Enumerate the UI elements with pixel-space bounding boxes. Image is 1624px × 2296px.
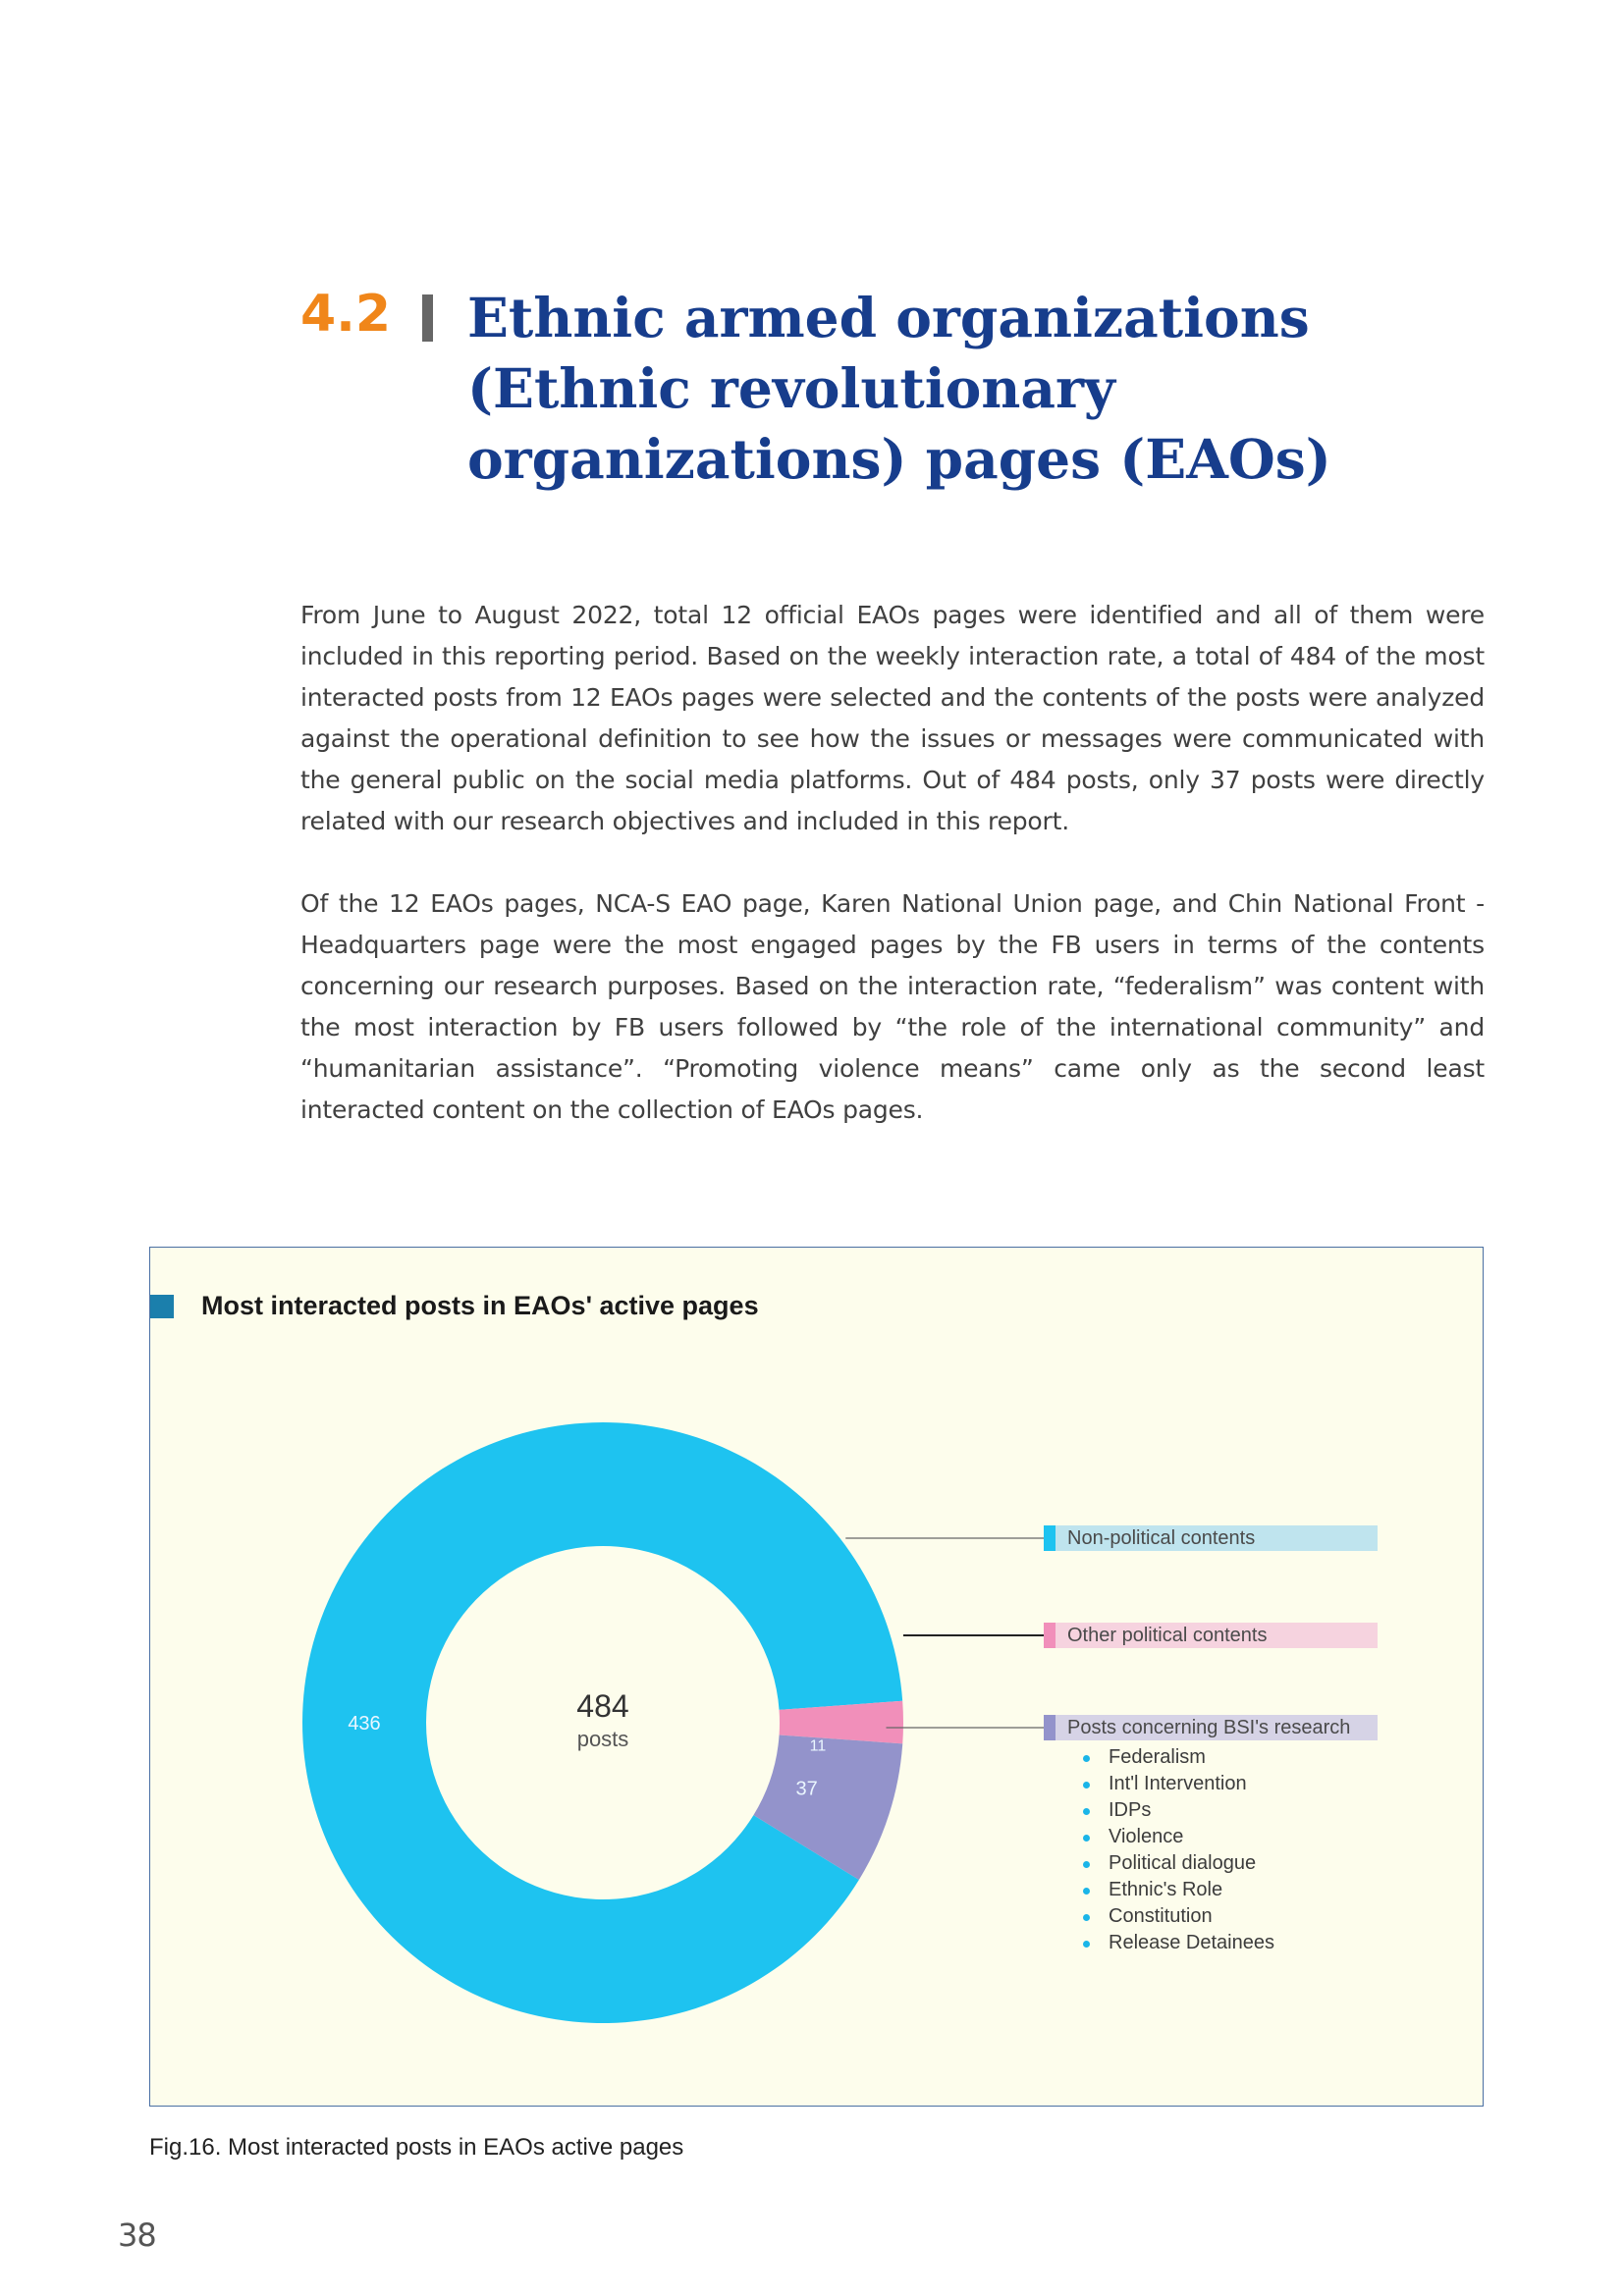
body-paragraph-2: Of the 12 EAOs pages, NCA-S EAO page, Karen National Union page, and Chin National Front - Headquarters page were the most engaged pages by the FB users in terms of the contents concerning our research purposes. Based on the interaction rate, “federalism” was content with the most interaction by FB users followed by “the role of the international community” and “humanitarian assistance”. “Promoting violence means” came only as the second least interacted content on the collection of EAOs pages. <box>300 889 1485 1124</box>
research-topic-item <box>1083 1903 1274 1930</box>
bullet-icon <box>1083 1941 1090 1948</box>
page-number: 38 <box>118 2216 156 2254</box>
body-paragraph-1: From June to August 2022, total 12 official EAOs pages were identified and all of them were included in this reporting period. Based on the weekly interaction rate, a total of 484 of the most interacted posts from 12 EAOs pages were selected and the contents of the posts were analyzed against the operational definition to see how the issues or messages were communicated with the general public on the social media platforms. Out of 484 posts, only 37 posts were directly related with our research objectives and included in this report. <box>300 601 1485 835</box>
research-topic-item <box>1083 1850 1274 1877</box>
research-topic-label: Release Detainees <box>1109 1932 1274 1953</box>
legend-item-bsi-research <box>1044 1715 1378 1740</box>
donut-chart <box>150 1248 1483 2106</box>
section-title: Ethnic armed organizations (Ethnic revolutionary organizations) pages (EAOs) <box>467 286 1331 491</box>
research-topic-label: Constitution <box>1109 1905 1213 1927</box>
research-topic-label: Political dialogue <box>1109 1852 1257 1874</box>
research-topic-item <box>1083 1877 1274 1903</box>
donut-center-unit: posts <box>576 1727 629 1751</box>
research-topic-label: Int'l Intervention <box>1109 1773 1247 1794</box>
research-topic-label: Ethnic's Role <box>1109 1879 1223 1900</box>
bullet-icon <box>1083 1755 1090 1762</box>
bullet-icon <box>1083 1914 1090 1921</box>
bullet-icon <box>1083 1808 1090 1815</box>
legend-swatch <box>1044 1623 1056 1648</box>
bullet-icon <box>1083 1835 1090 1842</box>
research-topic-item <box>1083 1771 1274 1797</box>
research-topic-item <box>1083 1797 1274 1824</box>
value-label-other-political: 11 <box>809 1737 827 1755</box>
research-topic-item <box>1083 1744 1274 1771</box>
value-label-bsi-research: 37 <box>795 1778 818 1800</box>
heading-divider <box>422 294 433 342</box>
research-topic-item <box>1083 1824 1274 1850</box>
research-topic-list <box>1083 1744 1274 1956</box>
figure-title: Most interacted posts in EAOs' active pages <box>201 1291 759 1320</box>
legend-label: Non-political contents <box>1067 1527 1256 1549</box>
figure-caption: Fig.16. Most interacted posts in EAOs active pages <box>149 2134 684 2161</box>
bullet-icon <box>1083 1861 1090 1868</box>
research-topic-label: IDPs <box>1109 1799 1152 1821</box>
legend-label: Other political contents <box>1067 1625 1268 1646</box>
legend-item-other-political <box>1044 1623 1378 1648</box>
legend-item-non-political <box>1044 1525 1378 1551</box>
section-number: 4.2 <box>300 285 392 344</box>
bullet-icon <box>1083 1888 1090 1895</box>
figure-panel <box>149 1247 1484 2107</box>
value-label-non-political: 436 <box>348 1713 381 1735</box>
research-topic-label: Federalism <box>1109 1746 1206 1768</box>
legend-label: Posts concerning BSI's research <box>1067 1717 1351 1738</box>
bullet-icon <box>1083 1782 1090 1789</box>
legend-swatch <box>1044 1715 1056 1740</box>
donut-center-value: 484 <box>576 1688 629 1724</box>
research-topic-item <box>1083 1930 1274 1956</box>
legend-swatch <box>1044 1525 1056 1551</box>
research-topic-label: Violence <box>1109 1826 1184 1847</box>
